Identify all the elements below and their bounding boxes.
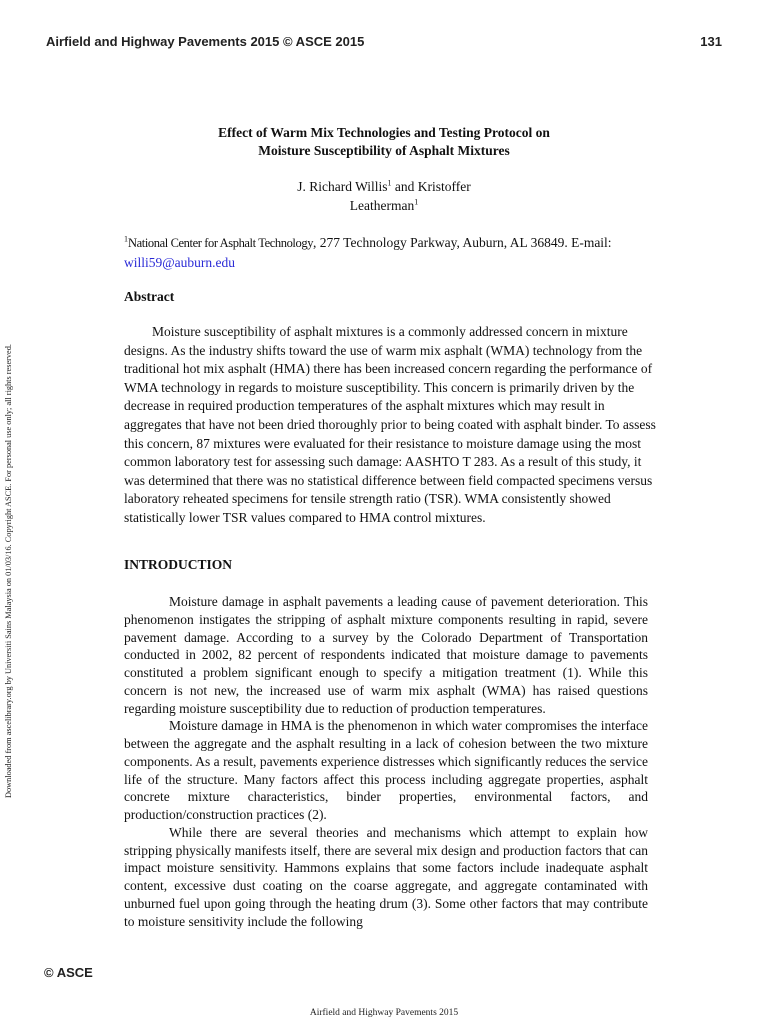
proceedings-footer: Airfield and Highway Pavements 2015: [309, 1008, 459, 1018]
author-name: Leatherman: [349, 198, 415, 213]
journal-citation: Airfield and Highway Pavements 2015 © ASCE 2015: [46, 34, 365, 49]
download-notice: Downloaded from ascelibrary.org by Universiti Sains Malaysia on 01/03/16. Copyright ASCE. For personal use only; all rights reserved.: [4, 344, 13, 798]
paragraph: Moisture damage in asphalt pavements a leading cause of pavement deterioration. This phenomenon instigates the stripping of asphalt mixture components resulting in rapid, severe pavement damage. According to a survey by the Colorado Department of Transportation conducted in 2002, 82 percent of respondents indicated that moisture damage to pavements constituted a problem significant enough to specify a mitigation treatment (1). While this concern is not new, the increased use of warm mix asphalt (WMA) has raised questions regarding moisture susceptibility due to reduction of production temperatures.: [124, 594, 648, 716]
author-name: J. Richard Willis: [297, 179, 388, 194]
abstract-heading: Abstract: [124, 289, 175, 304]
page-number: 131: [700, 34, 722, 49]
paragraph: While there are several theories and mechanisms which attempt to explain how stripping physically manifests itself, there are several mix design and production factors that can impact moisture sensitivity. Hammons explains that some factors include inadequate asphalt content, excessive dust coating on the coarse aggregate, and aggregate contaminated with unburned fuel upon going through the heating drum (3). Some other factors that may contribute to moisture sensitivity include the following: [124, 824, 648, 929]
title-line-2: Moisture Susceptibility of Asphalt Mixtures: [258, 143, 510, 158]
email-link[interactable]: willi59@auburn.edu: [124, 255, 236, 270]
author-list: [124, 177, 644, 215]
institution-address: , 277 Technology Parkway, Auburn, AL 36849. E-mail:: [313, 235, 612, 250]
introduction-heading: INTRODUCTION: [124, 557, 233, 572]
affiliation: [124, 233, 649, 272]
paragraph: Moisture damage in HMA is the phenomenon in which water compromises the interface between the aggregate and the asphalt resulting in a lack of cohesion between the two mixture components. As a result, pavements experience distresses which significantly reduces the service life of the structure. Many factors affect this process including aggregate properties, asphalt concrete mixture characteristics, binder properties, environmental factors, and production/construction practices (2).: [124, 718, 648, 822]
abstract-text: Moisture susceptibility of asphalt mixtures is a commonly addressed concern in mixture designs. As the industry shifts toward the use of warm mix asphalt (WMA) technology from the traditional hot mix asphalt (HMA) there has been increased concern regarding the performance of WMA technology in regards to moisture susceptibility. This concern is primarily driven by the decrease in required production temperatures of the asphalt mixtures which may result in aggregates that have not been dried thoroughly prior to being coated with asphalt binder. To assess this concern, 87 mixtures were evaluated for their resistance to moisture damage using the most common laboratory test for assessing such damage: AASHTO T 283. As a result of this study, it was determined that there was no statistical difference between field compacted specimens versus laboratory reheated specimens for tensile strength ratio (TSR). WMA consistently showed statistically lower TSR values compared to HMA control mixtures.: [124, 324, 656, 525]
paper-title: [124, 124, 644, 160]
institution-name: National Center for Asphalt Technology: [128, 236, 314, 250]
copyright-footer: © ASCE: [44, 965, 93, 980]
affiliation-marker: 1: [414, 197, 419, 207]
affiliation-marker: 1: [387, 178, 392, 188]
title-line-1: Effect of Warm Mix Technologies and Testing Protocol on: [218, 125, 550, 140]
introduction-body: [124, 593, 648, 943]
affiliation-marker: 1: [124, 234, 128, 244]
author-separator: and Kristoffer: [391, 179, 471, 194]
running-header: [46, 34, 722, 49]
